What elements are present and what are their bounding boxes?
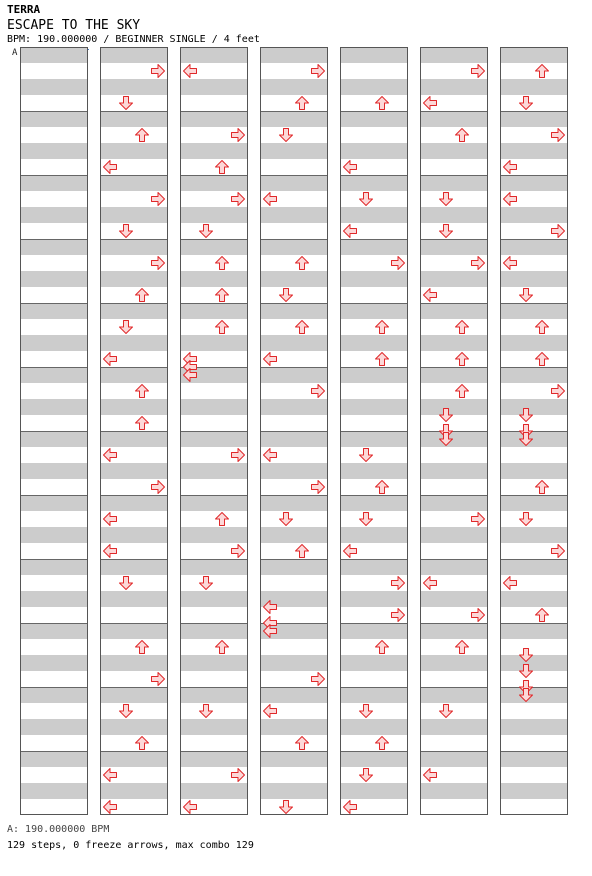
arrow-up-icon <box>294 735 310 751</box>
arrow-left-icon <box>182 367 198 383</box>
arrow-down-icon <box>518 687 534 703</box>
arrow-right-icon <box>550 223 566 239</box>
chart-column <box>500 47 568 815</box>
arrow-up-icon <box>374 735 390 751</box>
arrow-down-icon <box>518 663 534 679</box>
arrow-left-icon <box>182 63 198 79</box>
arrow-up-icon <box>534 351 550 367</box>
arrow-right-icon <box>150 671 166 687</box>
arrow-left-icon <box>102 511 118 527</box>
arrow-right-icon <box>230 543 246 559</box>
arrow-down-icon <box>438 431 454 447</box>
arrow-left-icon <box>102 799 118 815</box>
arrow-right-icon <box>230 127 246 143</box>
arrow-down-icon <box>358 767 374 783</box>
arrow-right-icon <box>150 63 166 79</box>
arrow-up-icon <box>294 255 310 271</box>
arrow-right-icon <box>310 383 326 399</box>
arrow-up-icon <box>214 319 230 335</box>
arrow-up-icon <box>134 415 150 431</box>
arrow-up-icon <box>294 543 310 559</box>
arrow-down-icon <box>518 647 534 663</box>
arrow-left-icon <box>262 703 278 719</box>
arrow-down-icon <box>278 511 294 527</box>
arrow-up-icon <box>454 383 470 399</box>
column-border <box>420 47 488 815</box>
arrow-right-icon <box>470 255 486 271</box>
arrow-up-icon <box>454 351 470 367</box>
arrow-right-icon <box>150 255 166 271</box>
arrow-left-icon <box>502 159 518 175</box>
arrow-down-icon <box>518 95 534 111</box>
arrow-left-icon <box>262 599 278 615</box>
arrow-left-icon <box>342 543 358 559</box>
arrow-right-icon <box>550 383 566 399</box>
arrow-left-icon <box>262 623 278 639</box>
arrow-up-icon <box>534 319 550 335</box>
arrow-left-icon <box>422 95 438 111</box>
arrow-right-icon <box>470 511 486 527</box>
arrow-up-icon <box>294 95 310 111</box>
arrow-up-icon <box>454 319 470 335</box>
arrow-down-icon <box>518 511 534 527</box>
arrow-up-icon <box>214 511 230 527</box>
arrow-down-icon <box>118 575 134 591</box>
arrow-up-icon <box>454 127 470 143</box>
arrow-right-icon <box>550 127 566 143</box>
arrow-left-icon <box>342 223 358 239</box>
arrow-up-icon <box>134 127 150 143</box>
arrow-down-icon <box>518 287 534 303</box>
step-stats: 129 steps, 0 freeze arrows, max combo 129 <box>7 840 254 851</box>
arrow-down-icon <box>358 191 374 207</box>
arrow-right-icon <box>230 447 246 463</box>
arrow-right-icon <box>310 479 326 495</box>
chart-column <box>340 47 408 815</box>
arrow-up-icon <box>134 639 150 655</box>
arrow-down-icon <box>518 407 534 423</box>
arrow-left-icon <box>262 351 278 367</box>
arrow-left-icon <box>422 767 438 783</box>
arrow-up-icon <box>374 479 390 495</box>
arrow-down-icon <box>438 223 454 239</box>
arrow-up-icon <box>134 383 150 399</box>
arrow-down-icon <box>278 127 294 143</box>
arrow-down-icon <box>438 407 454 423</box>
arrow-up-icon <box>214 159 230 175</box>
arrow-up-icon <box>134 287 150 303</box>
chart-info: BPM: 190.000000 / BEGINNER SINGLE / 4 feet <box>7 34 260 45</box>
arrow-up-icon <box>214 639 230 655</box>
arrow-left-icon <box>102 447 118 463</box>
arrow-down-icon <box>278 287 294 303</box>
arrow-left-icon <box>102 351 118 367</box>
arrow-left-icon <box>102 159 118 175</box>
arrow-down-icon <box>118 95 134 111</box>
arrow-right-icon <box>150 479 166 495</box>
arrow-left-icon <box>262 191 278 207</box>
arrow-up-icon <box>534 479 550 495</box>
arrow-left-icon <box>102 767 118 783</box>
arrow-down-icon <box>518 431 534 447</box>
arrow-left-icon <box>502 191 518 207</box>
arrow-right-icon <box>390 255 406 271</box>
bpm-legend: A: 190.000000 BPM <box>7 824 110 835</box>
arrow-down-icon <box>358 447 374 463</box>
arrow-right-icon <box>230 191 246 207</box>
arrow-right-icon <box>390 607 406 623</box>
arrow-left-icon <box>422 287 438 303</box>
arrow-up-icon <box>374 95 390 111</box>
arrow-left-icon <box>262 447 278 463</box>
arrow-right-icon <box>470 63 486 79</box>
arrow-down-icon <box>198 703 214 719</box>
arrow-up-icon <box>214 287 230 303</box>
arrow-down-icon <box>358 703 374 719</box>
arrow-left-icon <box>502 255 518 271</box>
arrow-down-icon <box>438 703 454 719</box>
arrow-left-icon <box>182 799 198 815</box>
arrow-left-icon <box>102 543 118 559</box>
arrow-down-icon <box>438 191 454 207</box>
arrow-up-icon <box>134 735 150 751</box>
chart-column <box>260 47 328 815</box>
song-title: ESCAPE TO THE SKY <box>7 18 141 33</box>
chart-column <box>420 47 488 815</box>
arrow-up-icon <box>214 255 230 271</box>
chart-column <box>20 47 88 815</box>
arrow-up-icon <box>534 607 550 623</box>
arrow-right-icon <box>310 63 326 79</box>
arrow-left-icon <box>342 799 358 815</box>
arrow-up-icon <box>454 639 470 655</box>
arrow-up-icon <box>374 319 390 335</box>
chart-column <box>180 47 248 815</box>
arrow-left-icon <box>342 159 358 175</box>
chart-column <box>100 47 168 815</box>
arrow-right-icon <box>310 671 326 687</box>
arrow-up-icon <box>534 63 550 79</box>
arrow-up-icon <box>374 639 390 655</box>
arrow-up-icon <box>374 351 390 367</box>
column-border <box>20 47 88 815</box>
arrow-down-icon <box>118 703 134 719</box>
arrow-left-icon <box>502 575 518 591</box>
column-border <box>260 47 328 815</box>
arrow-up-icon <box>294 319 310 335</box>
arrow-left-icon <box>422 575 438 591</box>
arrow-right-icon <box>390 575 406 591</box>
arrow-down-icon <box>198 575 214 591</box>
arrow-right-icon <box>470 607 486 623</box>
arrow-down-icon <box>198 223 214 239</box>
arrow-down-icon <box>358 511 374 527</box>
arrow-right-icon <box>150 191 166 207</box>
arrow-down-icon <box>278 799 294 815</box>
arrow-right-icon <box>550 543 566 559</box>
arrow-down-icon <box>118 223 134 239</box>
arrow-right-icon <box>230 767 246 783</box>
bpm-marker: A <box>12 48 18 58</box>
arrow-down-icon <box>118 319 134 335</box>
artist-name: TERRA <box>7 3 41 16</box>
